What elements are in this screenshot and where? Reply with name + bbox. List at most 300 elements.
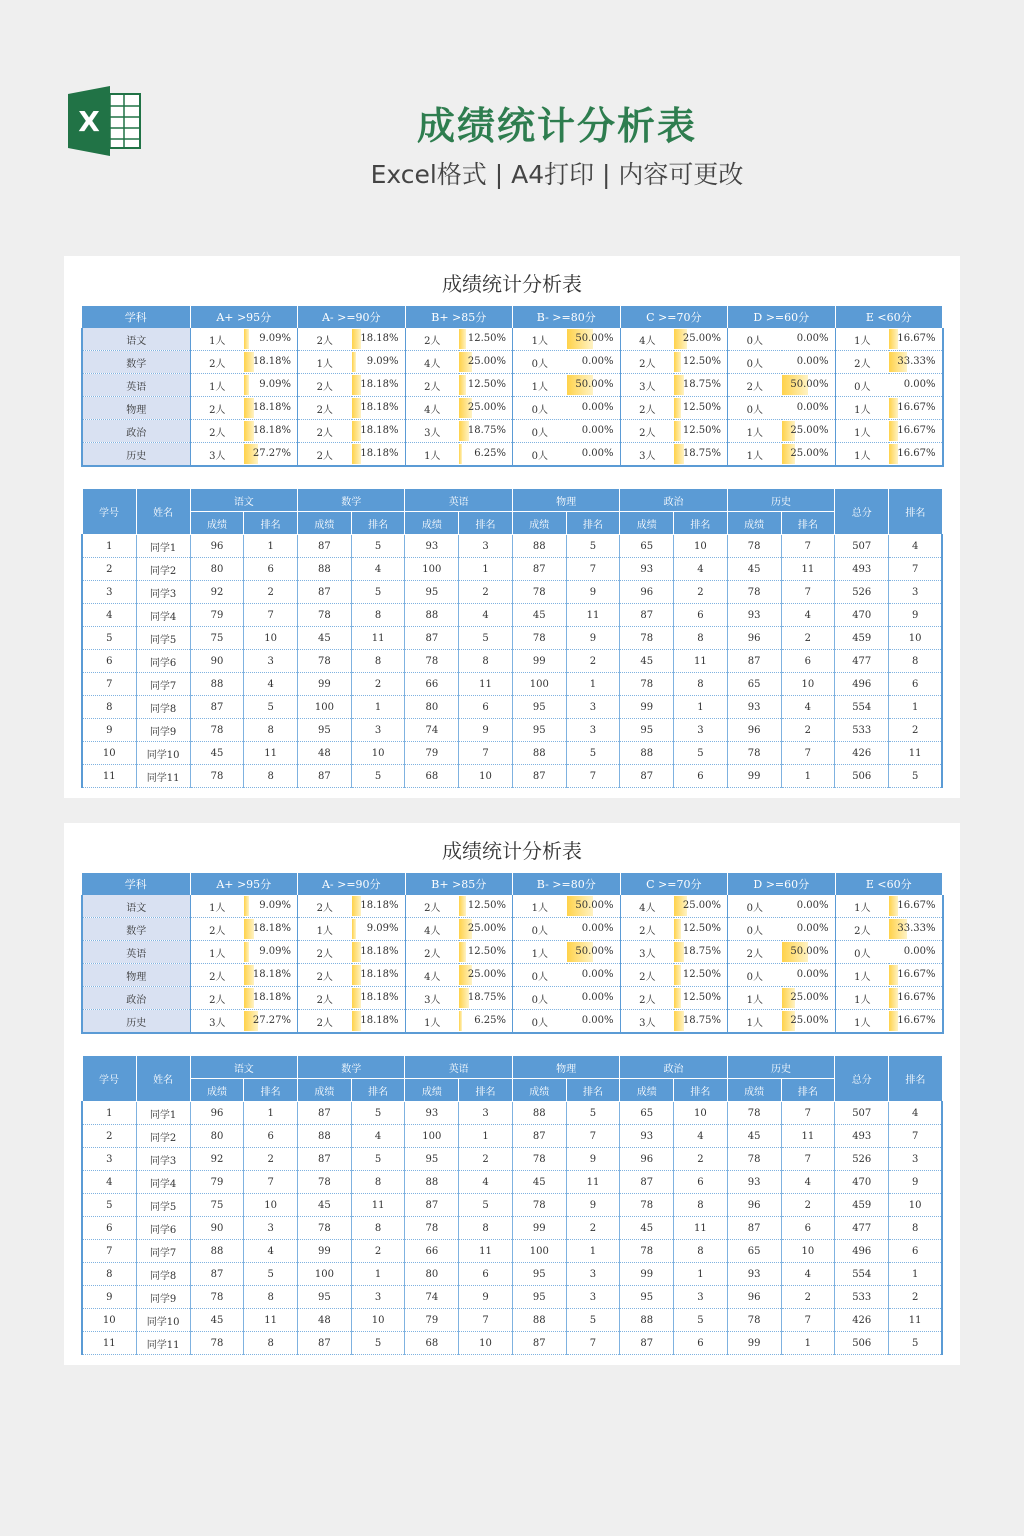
table-cell: 87 — [405, 627, 459, 650]
table-cell: 4 — [459, 604, 513, 627]
table-cell: 507 — [835, 1102, 889, 1125]
table-cell: 1 — [82, 1102, 136, 1125]
percent-wrap — [567, 987, 620, 1009]
percent-cell — [244, 420, 298, 443]
table-cell: 87 — [727, 1217, 781, 1240]
table-cell: 5 — [674, 1309, 728, 1332]
table-cell: 4 — [351, 1125, 405, 1148]
percent-value: 18.18% — [252, 402, 291, 413]
table-cell: 10 — [82, 1309, 136, 1332]
table-cell: 10 — [889, 627, 942, 650]
count-cell: 1人 — [513, 895, 567, 918]
table-row — [82, 1194, 942, 1217]
table-cell: 80 — [405, 696, 459, 719]
table-cell: 11 — [244, 742, 298, 765]
percent-cell — [782, 918, 836, 941]
percent-wrap — [674, 328, 727, 350]
table-cell: 7 — [459, 1309, 513, 1332]
percent-cell — [352, 964, 406, 987]
table-cell: 4 — [82, 604, 136, 627]
count-cell: 2人 — [620, 987, 674, 1010]
percent-value: 33.33% — [897, 923, 936, 934]
table-cell: 100 — [298, 696, 352, 719]
percent-cell — [244, 918, 298, 941]
sheet-title: 成绩统计分析表 — [442, 839, 582, 863]
header-score: 成绩 — [405, 512, 459, 535]
percent-cell — [567, 397, 621, 420]
percent-value: 12.50% — [682, 992, 722, 1003]
count-cell: 2人 — [620, 397, 674, 420]
count-cell: 2人 — [298, 964, 352, 987]
percent-wrap — [352, 397, 405, 419]
table-cell: 93 — [405, 1102, 459, 1125]
student-scores-table — [81, 488, 943, 788]
percent-wrap — [889, 420, 942, 442]
table-cell: 2 — [674, 581, 728, 604]
count-cell: 0人 — [513, 964, 567, 987]
percent-cell — [889, 964, 943, 987]
percent-value: 16.67% — [897, 992, 936, 1003]
stat-header-cell: D >=60分 — [728, 306, 836, 328]
table-cell: 87 — [190, 696, 244, 719]
table-cell: 同学8 — [136, 696, 190, 719]
table-cell: 506 — [835, 1332, 889, 1355]
header-subject: 数学 — [298, 489, 405, 512]
table-cell: 5 — [889, 1332, 942, 1355]
table-cell: 80 — [190, 1125, 244, 1148]
table-cell: 10 — [244, 627, 298, 650]
count-cell: 2人 — [620, 918, 674, 941]
percent-wrap — [244, 987, 297, 1009]
table-cell: 459 — [835, 627, 889, 650]
header-rank: 排名 — [566, 512, 620, 535]
header-score: 成绩 — [405, 1079, 459, 1102]
percent-wrap — [244, 918, 297, 940]
percent-value: 0.00% — [796, 402, 829, 413]
page-title: 成绩统计分析表 — [416, 104, 697, 148]
table-cell: 3 — [351, 719, 405, 742]
table-cell: 100 — [298, 1263, 352, 1286]
table-cell: 8 — [674, 1240, 728, 1263]
percent-wrap — [459, 328, 512, 350]
percent-wrap — [352, 1010, 405, 1032]
table-cell: 3 — [566, 696, 620, 719]
table-cell: 45 — [512, 1171, 566, 1194]
table-cell: 496 — [835, 673, 889, 696]
table-cell: 78 — [727, 581, 781, 604]
percent-cell — [459, 1010, 513, 1034]
svg-text:X: X — [78, 105, 100, 138]
percent-value: 9.09% — [259, 379, 291, 390]
table-cell: 10 — [459, 1332, 513, 1355]
table-cell: 88 — [512, 535, 566, 558]
percent-wrap — [782, 374, 835, 396]
table-cell: 88 — [512, 742, 566, 765]
count-cell: 3人 — [190, 443, 244, 467]
percent-wrap — [782, 941, 835, 963]
count-cell: 2人 — [190, 987, 244, 1010]
count-cell: 2人 — [405, 895, 459, 918]
table-cell: 7 — [244, 1171, 298, 1194]
stat-header-cell: A- >=90分 — [298, 873, 406, 895]
percent-cell — [352, 443, 406, 467]
table-cell: 7 — [889, 558, 942, 581]
header-rank: 排名 — [781, 512, 835, 535]
table-cell: 554 — [835, 1263, 889, 1286]
table-cell: 5 — [244, 696, 298, 719]
table-cell: 6 — [82, 650, 136, 673]
table-cell: 3 — [674, 1286, 728, 1309]
table-row — [82, 581, 942, 604]
percent-cell — [674, 941, 728, 964]
table-row — [82, 1148, 942, 1171]
table-cell: 10 — [459, 765, 513, 788]
percent-value: 25.00% — [467, 402, 507, 413]
table-cell: 88 — [405, 604, 459, 627]
percent-wrap — [244, 964, 297, 986]
table-cell: 1 — [566, 1240, 620, 1263]
table-cell: 3 — [566, 1263, 620, 1286]
count-cell: 0人 — [835, 941, 889, 964]
percent-value: 12.50% — [467, 900, 507, 911]
percent-cell — [567, 918, 621, 941]
table-cell: 90 — [190, 1217, 244, 1240]
table-cell: 4 — [351, 558, 405, 581]
table-cell: 6 — [781, 1217, 835, 1240]
subject-cell: 语文 — [82, 328, 190, 351]
percent-value: 12.50% — [467, 379, 507, 390]
percent-wrap — [352, 895, 405, 917]
percent-cell — [889, 941, 943, 964]
percent-value: 50.00% — [575, 333, 614, 344]
table-cell: 533 — [835, 719, 889, 742]
percent-wrap — [567, 964, 620, 986]
percent-cell — [782, 374, 836, 397]
percent-wrap — [352, 443, 405, 465]
table-cell: 6 — [82, 1217, 136, 1240]
table-cell: 78 — [512, 1148, 566, 1171]
percent-cell — [674, 895, 728, 918]
table-cell: 同学2 — [136, 558, 190, 581]
table-cell: 8 — [351, 650, 405, 673]
percent-value: 0.00% — [581, 402, 614, 413]
percent-cell — [352, 895, 406, 918]
percent-value: 50.00% — [575, 379, 614, 390]
percent-value: 25.00% — [467, 923, 507, 934]
table-cell: 6 — [674, 1332, 728, 1355]
count-cell: 0人 — [513, 1010, 567, 1034]
header-rank: 排名 — [459, 1079, 513, 1102]
percent-cell — [674, 397, 728, 420]
count-cell: 3人 — [405, 420, 459, 443]
percent-value: 9.09% — [366, 356, 399, 367]
table-cell: 87 — [620, 604, 674, 627]
table-row — [82, 895, 943, 918]
percent-value: 18.18% — [252, 923, 291, 934]
subject-cell: 政治 — [82, 420, 190, 443]
table-cell: 95 — [405, 1148, 459, 1171]
table-cell: 88 — [512, 1102, 566, 1125]
count-cell: 2人 — [190, 420, 244, 443]
table-cell: 7 — [781, 535, 835, 558]
table-cell: 11 — [566, 1171, 620, 1194]
percent-cell — [459, 964, 513, 987]
percent-value: 0.00% — [903, 379, 936, 390]
percent-wrap — [352, 987, 405, 1009]
table-cell: 11 — [351, 1194, 405, 1217]
header-overall-rank: 排名 — [889, 489, 942, 535]
percent-value: 25.00% — [790, 1015, 829, 1026]
percent-cell — [567, 941, 621, 964]
percent-cell — [889, 918, 943, 941]
count-cell: 0人 — [728, 397, 782, 420]
percent-value: 25.00% — [467, 969, 507, 980]
table-cell: 3 — [82, 1148, 136, 1171]
percent-cell — [674, 351, 728, 374]
header-score: 成绩 — [512, 1079, 566, 1102]
percent-cell — [244, 443, 298, 467]
percent-value: 12.50% — [682, 402, 722, 413]
table-cell: 87 — [298, 1148, 352, 1171]
grade-distribution-table — [81, 873, 944, 1034]
table-cell: 493 — [835, 558, 889, 581]
percent-wrap — [782, 420, 835, 442]
percent-cell — [782, 420, 836, 443]
percent-wrap — [567, 918, 620, 940]
table-cell: 96 — [727, 719, 781, 742]
percent-wrap — [244, 941, 297, 963]
table-cell: 80 — [405, 1263, 459, 1286]
table-cell: 6 — [244, 558, 298, 581]
table-cell: 11 — [82, 765, 136, 788]
percent-value: 18.18% — [360, 992, 399, 1003]
stat-header-cell: B- >=80分 — [513, 306, 621, 328]
percent-wrap — [782, 1010, 835, 1032]
table-cell: 2 — [82, 1125, 136, 1148]
percent-value: 12.50% — [467, 946, 507, 957]
table-cell: 93 — [727, 1263, 781, 1286]
percent-value: 50.00% — [575, 946, 614, 957]
percent-cell — [352, 941, 406, 964]
table-cell: 5 — [351, 1332, 405, 1355]
table-cell: 8 — [351, 1171, 405, 1194]
table-cell: 10 — [674, 535, 728, 558]
percent-wrap — [889, 351, 942, 373]
table-cell: 8 — [351, 1217, 405, 1240]
percent-value: 18.18% — [360, 402, 399, 413]
table-cell: 48 — [298, 742, 352, 765]
table-cell: 1 — [674, 1263, 728, 1286]
table-row — [82, 328, 943, 351]
percent-value: 25.00% — [682, 333, 722, 344]
percent-cell — [352, 987, 406, 1010]
table-cell: 同学4 — [136, 604, 190, 627]
table-cell: 10 — [781, 1240, 835, 1263]
percent-cell — [889, 895, 943, 918]
count-cell: 1人 — [835, 328, 889, 351]
percent-wrap — [889, 374, 942, 396]
page-subtitle: Excel格式 | A4打印 | 内容可更改 — [370, 160, 744, 189]
table-cell: 10 — [674, 1102, 728, 1125]
table-cell: 9 — [889, 604, 942, 627]
table-cell: 87 — [512, 1125, 566, 1148]
table-cell: 2 — [674, 1148, 728, 1171]
table-cell: 78 — [190, 1332, 244, 1355]
percent-cell — [782, 443, 836, 467]
table-cell: 同学9 — [136, 719, 190, 742]
table-cell: 78 — [727, 1309, 781, 1332]
table-cell: 78 — [405, 650, 459, 673]
table-row — [82, 1240, 942, 1263]
table-cell: 2 — [781, 719, 835, 742]
percent-value: 18.18% — [252, 356, 291, 367]
table-cell: 78 — [405, 1217, 459, 1240]
percent-value: 18.75% — [682, 379, 722, 390]
header-subject: 历史 — [727, 1056, 834, 1079]
percent-value: 18.18% — [360, 900, 399, 911]
count-cell: 1人 — [835, 443, 889, 467]
count-cell: 0人 — [513, 918, 567, 941]
count-cell: 1人 — [728, 1010, 782, 1034]
percent-wrap — [782, 351, 835, 373]
table-cell: 7 — [566, 1332, 620, 1355]
table-cell: 99 — [298, 1240, 352, 1263]
table-cell: 79 — [190, 1171, 244, 1194]
count-cell: 2人 — [298, 895, 352, 918]
table-cell: 9 — [566, 1148, 620, 1171]
table-cell: 87 — [727, 650, 781, 673]
stat-header-cell: C >=70分 — [620, 306, 728, 328]
percent-cell — [674, 987, 728, 1010]
table-cell: 1 — [244, 1102, 298, 1125]
percent-value: 0.00% — [581, 425, 614, 436]
table-row — [82, 443, 943, 467]
table-cell: 93 — [727, 604, 781, 627]
table-cell: 6 — [674, 604, 728, 627]
percent-wrap — [674, 420, 727, 442]
percent-wrap — [567, 374, 620, 396]
percent-cell — [352, 351, 406, 374]
table-cell: 11 — [351, 627, 405, 650]
table-cell: 11 — [459, 673, 513, 696]
table-cell: 3 — [244, 1217, 298, 1240]
percent-cell — [459, 443, 513, 467]
percent-wrap — [244, 895, 297, 917]
percent-wrap — [889, 1010, 942, 1032]
table-cell: 同学3 — [136, 581, 190, 604]
table-cell: 95 — [298, 1286, 352, 1309]
percent-wrap — [352, 420, 405, 442]
percent-wrap — [889, 443, 942, 465]
table-cell: 7 — [459, 742, 513, 765]
count-cell: 2人 — [620, 964, 674, 987]
table-cell: 同学1 — [136, 1102, 190, 1125]
percent-wrap — [782, 397, 835, 419]
table-cell: 5 — [566, 535, 620, 558]
percent-wrap — [889, 397, 942, 419]
percent-cell — [674, 918, 728, 941]
percent-value: 0.00% — [581, 1015, 614, 1026]
table-cell: 7 — [82, 1240, 136, 1263]
table-cell: 11 — [244, 1309, 298, 1332]
percent-wrap — [567, 1010, 620, 1032]
table-cell: 78 — [190, 719, 244, 742]
table-cell: 同学7 — [136, 673, 190, 696]
table-cell: 6 — [459, 1263, 513, 1286]
table-cell: 10 — [351, 742, 405, 765]
header-score: 成绩 — [620, 1079, 674, 1102]
percent-cell — [244, 964, 298, 987]
table-cell: 同学5 — [136, 1194, 190, 1217]
table-cell: 5 — [351, 1148, 405, 1171]
table-cell: 7 — [781, 1102, 835, 1125]
count-cell: 1人 — [405, 443, 459, 467]
table-cell: 95 — [620, 719, 674, 742]
header-subject: 语文 — [190, 489, 297, 512]
table-cell: 87 — [512, 765, 566, 788]
table-row — [82, 964, 943, 987]
table-cell: 88 — [190, 673, 244, 696]
table-cell: 95 — [405, 581, 459, 604]
table-cell: 79 — [190, 604, 244, 627]
table-cell: 10 — [244, 1194, 298, 1217]
percent-value: 0.00% — [581, 356, 614, 367]
table-cell: 99 — [620, 696, 674, 719]
table-row — [82, 1102, 942, 1125]
percent-cell — [782, 895, 836, 918]
table-cell: 45 — [190, 1309, 244, 1332]
table-cell: 96 — [190, 1102, 244, 1125]
percent-wrap — [889, 895, 942, 917]
count-cell: 1人 — [835, 895, 889, 918]
percent-cell — [889, 328, 943, 351]
percent-value: 0.00% — [796, 900, 829, 911]
subject-cell: 物理 — [82, 397, 190, 420]
percent-cell — [244, 987, 298, 1010]
count-cell: 3人 — [620, 1010, 674, 1034]
table-row — [82, 351, 943, 374]
percent-value: 16.67% — [897, 1015, 936, 1026]
percent-cell — [889, 374, 943, 397]
percent-value: 0.00% — [581, 969, 614, 980]
table-cell: 96 — [190, 535, 244, 558]
stat-header-cell: B+ >85分 — [405, 873, 513, 895]
count-cell: 2人 — [298, 328, 352, 351]
percent-cell — [889, 351, 943, 374]
percent-value: 18.18% — [252, 425, 291, 436]
percent-value: 18.18% — [252, 969, 291, 980]
stat-header-cell: C >=70分 — [620, 873, 728, 895]
table-cell: 87 — [298, 765, 352, 788]
subject-cell: 数学 — [82, 351, 190, 374]
table-row — [82, 604, 942, 627]
table-cell: 78 — [298, 1171, 352, 1194]
percent-cell — [352, 374, 406, 397]
count-cell: 1人 — [190, 374, 244, 397]
header-rank: 排名 — [566, 1079, 620, 1102]
percent-value: 18.75% — [682, 1015, 722, 1026]
table-cell: 5 — [82, 627, 136, 650]
table-cell: 96 — [727, 1194, 781, 1217]
table-cell: 11 — [889, 1309, 942, 1332]
percent-value: 6.25% — [474, 448, 507, 459]
table-cell: 2 — [566, 650, 620, 673]
percent-value: 18.18% — [360, 1015, 399, 1026]
percent-cell — [352, 328, 406, 351]
table-cell: 6 — [244, 1125, 298, 1148]
percent-wrap — [352, 941, 405, 963]
percent-cell — [352, 918, 406, 941]
